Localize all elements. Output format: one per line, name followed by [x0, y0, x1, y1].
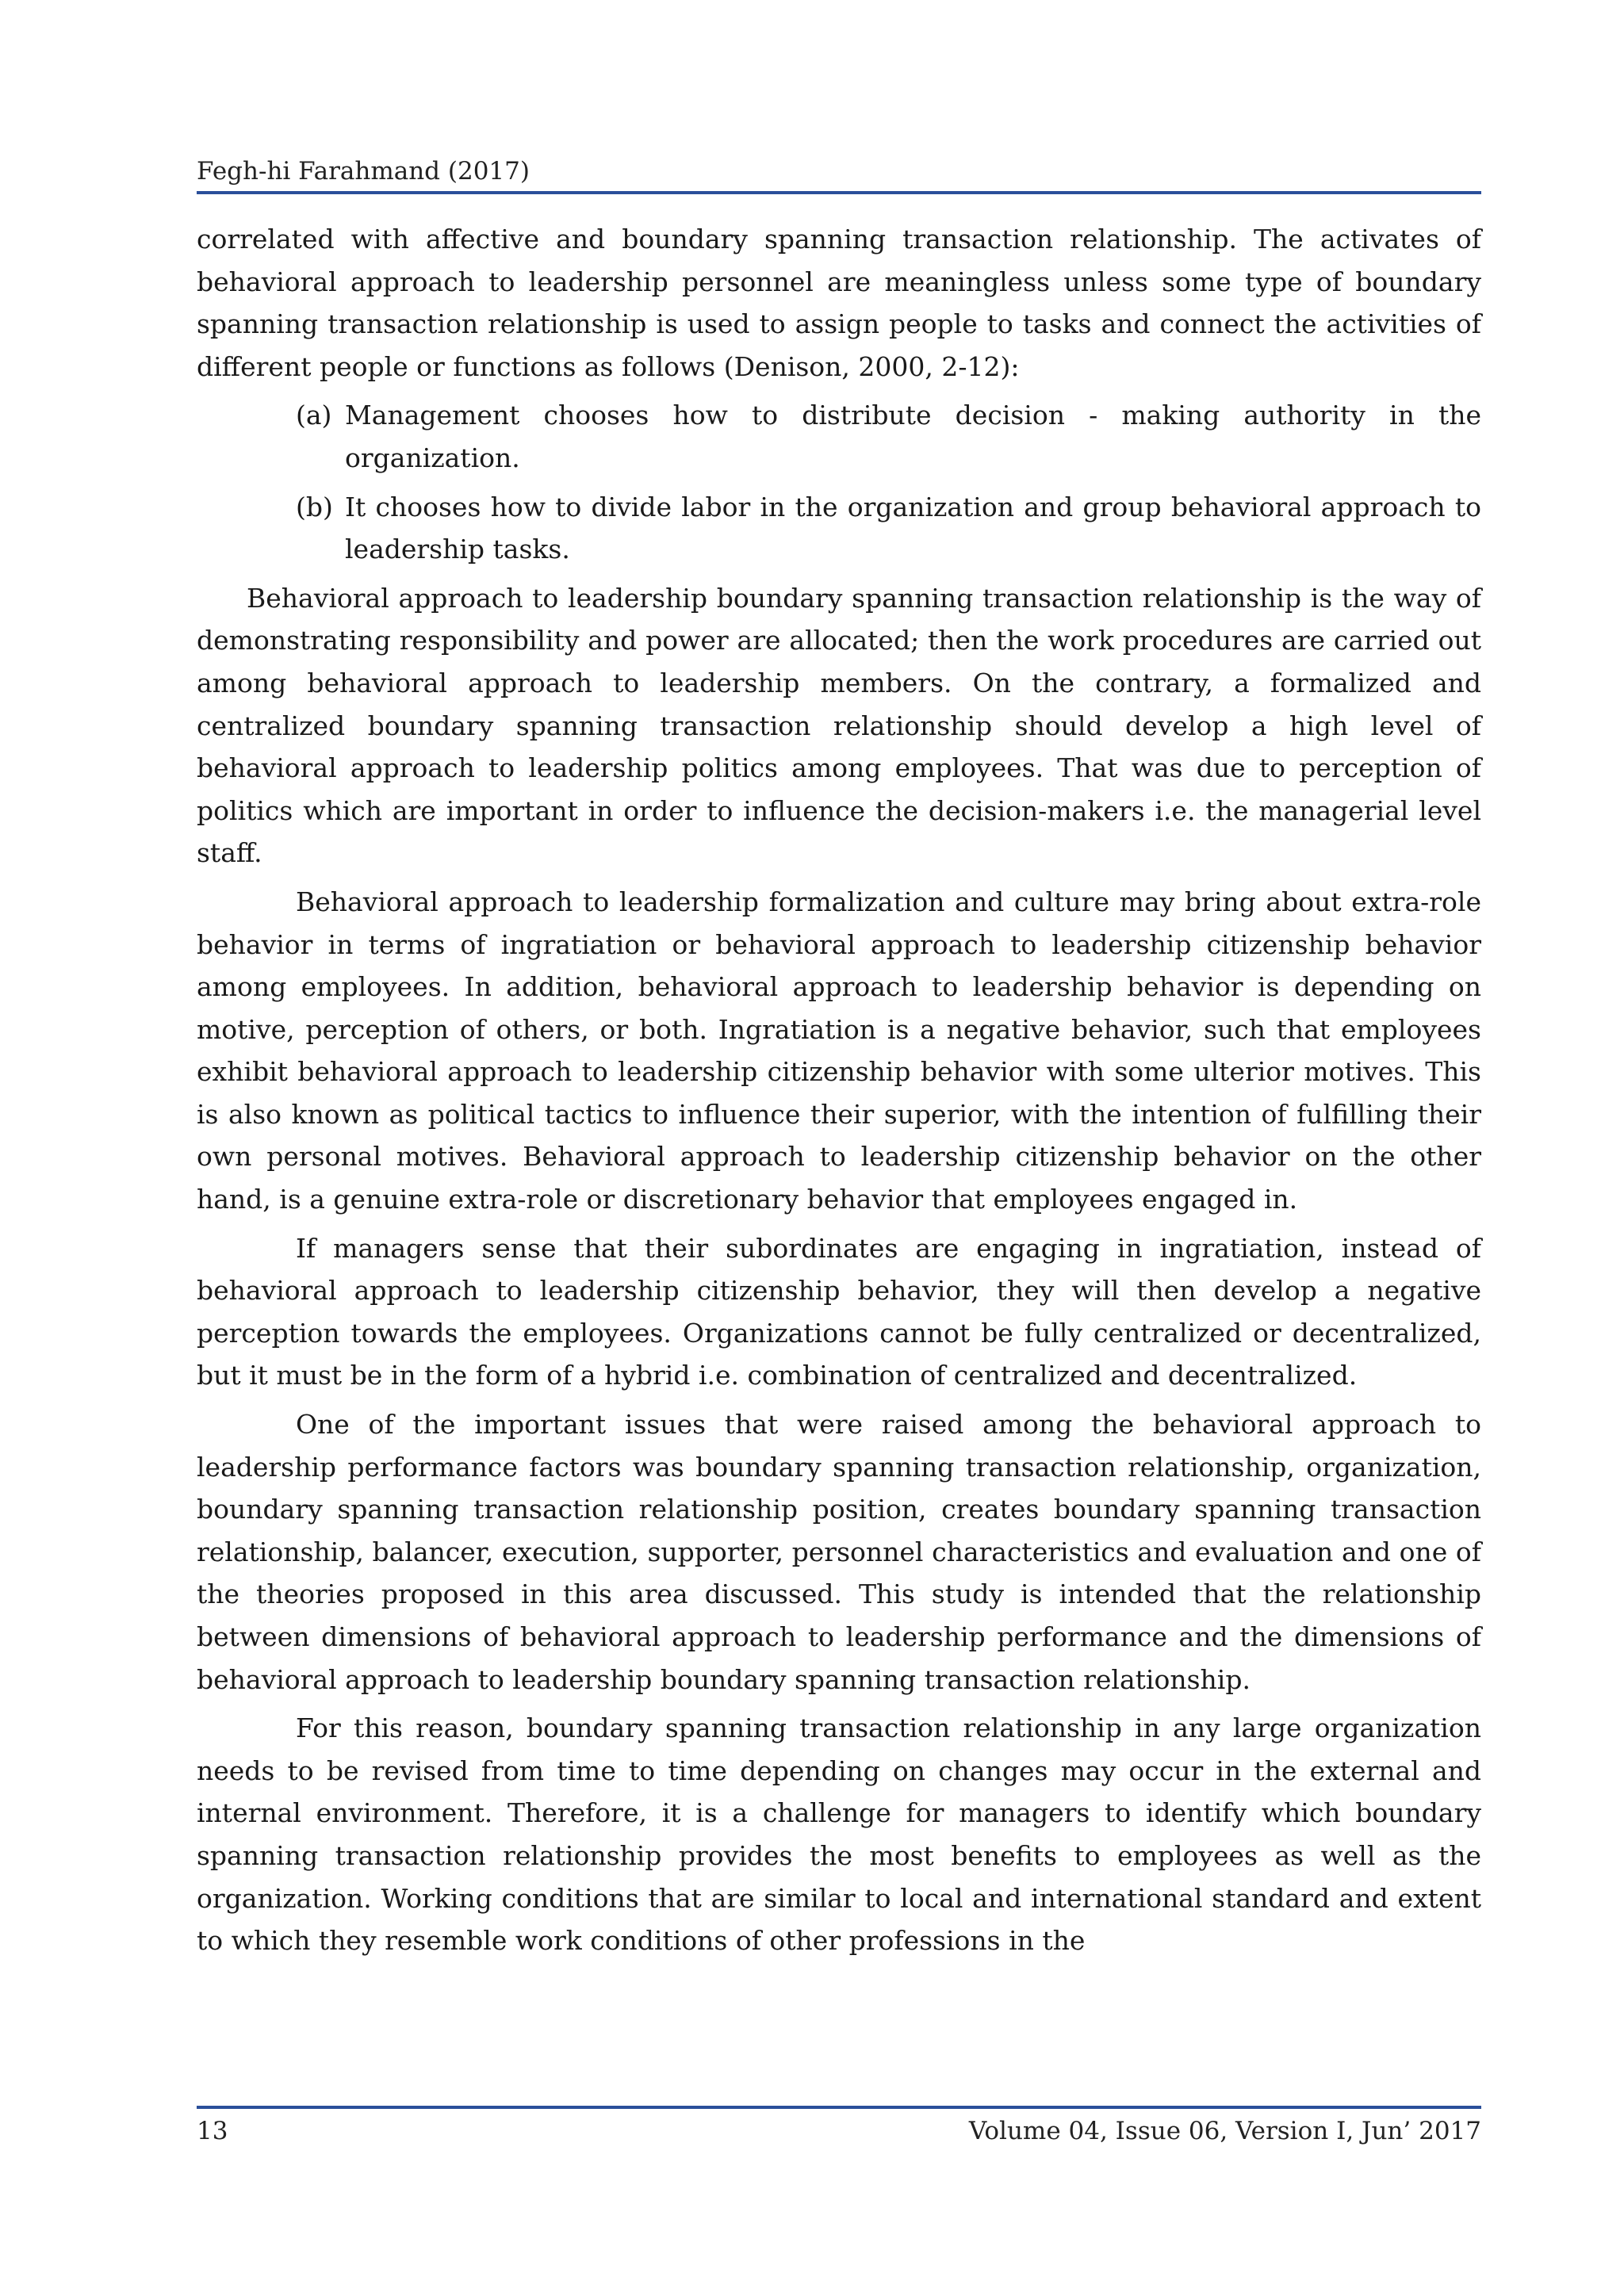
- list-marker: (a): [296, 400, 332, 431]
- list-item: [197, 486, 1481, 571]
- running-header: Fegh-hi Farahmand (2017): [197, 157, 530, 186]
- paragraph: For this reason, boundary spanning transaction relationship in any large organization needs to be revised from time to time depending on changes may occur in the external and internal environment. Therefore, it is a challenge for managers to identify which boundary spanning transaction relationship provides the most benefits to employees as well as the organization. Working conditions that are similar to local and international standard and extent to which they resemble work conditions of other professions in the: [197, 1712, 1481, 1957]
- paragraph: Behavioral approach to leadership formalization and culture may bring about extra-role behavior in terms of ingratiation or behavioral approach to leadership citizenship behavior among employees. In addition, behavioral approach to leadership behavior is depending on motive, perception of others, or both. Ingratiation is a negative behavior, such that employees exhibit behavioral approach to leadership citizenship behavior with some ulterior motives. This is also known as political tactics to influence their superior, with the intention of fulfilling their own personal motives. Behavioral approach to leadership citizenship behavior on the other hand, is a genuine extra-role or discretionary behavior that employees engaged in.: [197, 886, 1481, 1215]
- issue-info: Volume 04, Issue 06, Version I, Jun’ 2017: [968, 2117, 1481, 2145]
- document-page: [197, 0, 1481, 2296]
- paragraph: Behavioral approach to leadership boundary spanning transaction relationship is the way of demonstrating responsibility and power are allocated; then the work procedures are carried out among behavioral approach to leadership members. On the contrary, a formalized and centralized boundary spanning transaction relationship should develop a high level of behavioral approach to leadership politics among employees. That was due to perception of politics which are important in order to influence the decision-makers i.e. the managerial level staff.: [197, 582, 1481, 869]
- paragraph: If managers sense that their subordinates are engaging in ingratiation, instead of behavioral approach to leadership citizenship behavior, they will then develop a negative perception towards the employees. Organizations cannot be fully centralized or decentralized, but it must be in the form of a hybrid i.e. combination of centralized and decentralized.: [197, 1232, 1481, 1391]
- list-item-text: It chooses how to divide labor in the organization and group behavioral approach to leadership tasks.: [345, 491, 1481, 565]
- header-rule: [197, 191, 1481, 194]
- list-item: [197, 394, 1481, 479]
- body-text: [197, 218, 1481, 1969]
- list-item-text: Management chooses how to distribute decision - making authority in the organization.: [345, 400, 1481, 473]
- footer-rule: [197, 2106, 1481, 2109]
- list-marker: (b): [296, 491, 333, 522]
- paragraph: One of the important issues that were raised among the behavioral approach to leadership performance factors was boundary spanning transaction relationship, organization, boundary spanning transaction relationship position, creates boundary spanning transaction relationship, balancer, execution, supporter, personnel characteristics and evaluation and one of the theories proposed in this area discussed. This study is intended that the relationship between dimensions of behavioral approach to leadership performance and the dimensions of behavioral approach to leadership boundary spanning transaction relationship.: [197, 1409, 1481, 1695]
- paragraph: correlated with affective and boundary spanning transaction relationship. The activates of behavioral approach to leadership personnel are meaningless unless some type of boundary spanning transaction relationship is used to assign people to tasks and connect the activities of different people or functions as follows (Denison, 2000, 2-12):: [197, 224, 1481, 382]
- page-number: 13: [197, 2117, 228, 2145]
